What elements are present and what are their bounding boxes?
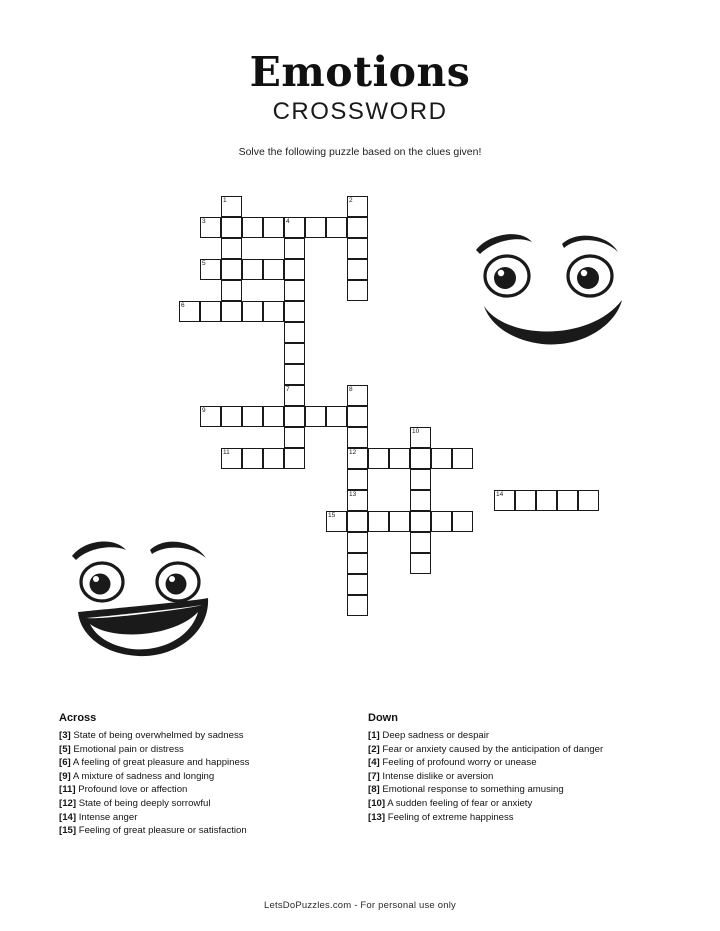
clue-text: Intense dislike or aversion	[382, 770, 494, 782]
crossword-cell[interactable]	[515, 490, 536, 511]
crossword-cell[interactable]	[410, 469, 431, 490]
cell-number: 1	[223, 197, 227, 204]
crossword-cell[interactable]	[221, 238, 242, 259]
clue-number: [14]	[59, 811, 77, 823]
crossword-cell[interactable]	[263, 301, 284, 322]
across-clues-column	[59, 712, 359, 838]
cell-number: 6	[181, 302, 185, 309]
clue-number: [2]	[368, 743, 380, 755]
crossword-cell[interactable]	[221, 406, 242, 427]
crossword-cell[interactable]	[284, 343, 305, 364]
crossword-cell[interactable]	[347, 196, 368, 217]
cell-number: 15	[328, 512, 336, 519]
crossword-cell[interactable]	[347, 574, 368, 595]
crossword-cell[interactable]	[536, 490, 557, 511]
crossword-cell[interactable]	[305, 406, 326, 427]
crossword-cell[interactable]	[347, 427, 368, 448]
grinning-face-illustration	[64, 536, 224, 666]
across-heading: Across	[59, 712, 97, 724]
clue-text: Emotional response to something amusing	[382, 784, 564, 796]
crossword-cell[interactable]	[431, 511, 452, 532]
clue-text: A feeling of great pleasure and happiness	[72, 757, 250, 769]
clue-item	[59, 783, 359, 797]
down-clues-column	[368, 712, 678, 824]
clue-item	[368, 729, 678, 743]
crossword-cell[interactable]	[347, 511, 368, 532]
page-title: Emotions	[249, 48, 471, 96]
crossword-cell[interactable]	[284, 427, 305, 448]
crossword-cell[interactable]	[578, 490, 599, 511]
clue-text: Feeling of profound worry or unease	[382, 757, 537, 769]
crossword-cell[interactable]	[494, 490, 515, 511]
clue-text: A sudden feeling of fear or anxiety	[387, 797, 533, 809]
crossword-cell[interactable]	[452, 448, 473, 469]
crossword-cell[interactable]	[347, 385, 368, 406]
clue-item	[59, 729, 359, 743]
crossword-cell[interactable]	[410, 532, 431, 553]
clue-number: [1]	[368, 730, 380, 741]
clue-text: Profound love or affection	[78, 784, 188, 796]
clue-item	[368, 811, 678, 825]
clue-item	[368, 770, 678, 784]
crossword-cell[interactable]	[452, 511, 473, 532]
crossword-cell[interactable]	[221, 217, 242, 238]
crossword-cell[interactable]	[242, 448, 263, 469]
crossword-cell[interactable]	[221, 301, 242, 322]
clue-item	[368, 756, 678, 770]
clue-number: [10]	[368, 797, 386, 809]
clue-item	[59, 743, 359, 757]
cell-number: 7	[286, 386, 290, 393]
crossword-cell[interactable]	[347, 469, 368, 490]
crossword-cell[interactable]	[200, 259, 221, 280]
clue-number: [4]	[368, 757, 380, 769]
crossword-cell[interactable]	[284, 259, 305, 280]
clue-item	[368, 743, 678, 757]
cell-number: 11	[223, 449, 230, 456]
clue-number: [5]	[59, 743, 71, 755]
crossword-cell[interactable]	[284, 385, 305, 406]
crossword-cell[interactable]	[284, 238, 305, 259]
crossword-cell[interactable]	[221, 196, 242, 217]
cell-number: 3	[202, 218, 206, 225]
cell-number: 5	[202, 260, 206, 267]
crossword-cell[interactable]	[410, 553, 431, 574]
clue-number: [9]	[59, 770, 71, 782]
clue-number: [7]	[368, 770, 380, 782]
crossword-cell[interactable]	[410, 511, 431, 532]
crossword-cell[interactable]	[389, 511, 410, 532]
crossword-cell[interactable]	[368, 448, 389, 469]
crossword-cell[interactable]	[263, 406, 284, 427]
crossword-cell[interactable]	[242, 301, 263, 322]
clue-item	[59, 811, 359, 825]
clue-number: [15]	[59, 825, 77, 837]
crossword-cell[interactable]	[200, 217, 221, 238]
crossword-cell[interactable]	[284, 301, 305, 322]
crossword-cell[interactable]	[326, 406, 347, 427]
clue-text: A mixture of sadness and longing	[72, 770, 215, 782]
crossword-cell[interactable]	[284, 322, 305, 343]
crossword-cell[interactable]	[200, 301, 221, 322]
crossword-cell[interactable]	[431, 448, 452, 469]
clue-text: Intense anger	[78, 811, 138, 823]
smiling-face-illustration	[466, 228, 646, 353]
footer-text: LetsDoPuzzles.com - For personal use only	[264, 900, 456, 911]
clue-number: [13]	[368, 811, 386, 823]
crossword-cell[interactable]	[179, 301, 200, 322]
crossword-cell[interactable]	[368, 511, 389, 532]
page-subtitle: CROSSWORD	[272, 98, 448, 125]
cell-number: 12	[349, 449, 357, 456]
cell-number: 10	[412, 428, 420, 435]
crossword-cell[interactable]	[263, 259, 284, 280]
clue-item	[368, 797, 678, 811]
crossword-cell[interactable]	[326, 511, 347, 532]
cell-number: 13	[349, 491, 357, 498]
clue-item	[59, 797, 359, 811]
clue-text: Feeling of great pleasure or satisfaction	[78, 825, 247, 837]
down-heading: Down	[368, 712, 398, 724]
crossword-cell[interactable]	[389, 448, 410, 469]
crossword-cell[interactable]	[347, 490, 368, 511]
clue-number: [6]	[59, 757, 71, 769]
crossword-cell[interactable]	[284, 448, 305, 469]
crossword-cell[interactable]	[347, 532, 368, 553]
crossword-cell[interactable]	[284, 280, 305, 301]
clue-text: Deep sadness or despair	[382, 730, 490, 741]
clue-number: [8]	[368, 784, 380, 796]
crossword-cell[interactable]	[242, 406, 263, 427]
crossword-cell[interactable]	[347, 553, 368, 574]
crossword-cell[interactable]	[200, 406, 221, 427]
crossword-cell[interactable]	[221, 280, 242, 301]
crossword-cell[interactable]	[410, 427, 431, 448]
clue-item	[59, 756, 359, 770]
clue-number: [11]	[59, 784, 76, 796]
clue-text: State of being deeply sorrowful	[78, 797, 211, 809]
crossword-cell[interactable]	[326, 217, 347, 238]
crossword-cell[interactable]	[347, 259, 368, 280]
clue-item	[59, 770, 359, 784]
crossword-cell[interactable]	[305, 217, 326, 238]
crossword-cell[interactable]	[284, 364, 305, 385]
crossword-cell[interactable]	[347, 448, 368, 469]
clue-text: Feeling of extreme happiness	[387, 811, 514, 823]
crossword-cell[interactable]	[263, 448, 284, 469]
crossword-cell[interactable]	[284, 217, 305, 238]
clue-item	[368, 783, 678, 797]
crossword-cell[interactable]	[284, 406, 305, 427]
clue-text: Emotional pain or distress	[73, 743, 184, 755]
clue-item	[59, 824, 359, 838]
cell-number: 8	[349, 386, 353, 393]
crossword-cell[interactable]	[347, 280, 368, 301]
crossword-cell[interactable]	[263, 217, 284, 238]
clue-text: Fear or anxiety caused by the anticipation of danger	[382, 743, 604, 755]
clue-number: [12]	[59, 797, 77, 809]
cell-number: 9	[202, 407, 206, 414]
crossword-cell[interactable]	[242, 259, 263, 280]
crossword-cell[interactable]	[557, 490, 578, 511]
instructions-text: Solve the following puzzle based on the clues given!	[238, 146, 482, 158]
cell-number: 14	[496, 491, 504, 498]
crossword-cell[interactable]	[347, 238, 368, 259]
crossword-cell[interactable]	[410, 448, 431, 469]
crossword-cell[interactable]	[221, 448, 242, 469]
clues-section	[0, 712, 720, 852]
crossword-cell[interactable]	[410, 490, 431, 511]
cell-number: 2	[349, 197, 353, 204]
crossword-cell[interactable]	[347, 406, 368, 427]
clue-number: [3]	[59, 730, 71, 741]
crossword-cell[interactable]	[221, 259, 242, 280]
clue-text: State of being overwhelmed by sadness	[73, 730, 244, 741]
crossword-cell[interactable]	[347, 217, 368, 238]
crossword-cell[interactable]	[347, 595, 368, 616]
crossword-cell[interactable]	[242, 217, 263, 238]
cell-number: 4	[286, 218, 290, 225]
